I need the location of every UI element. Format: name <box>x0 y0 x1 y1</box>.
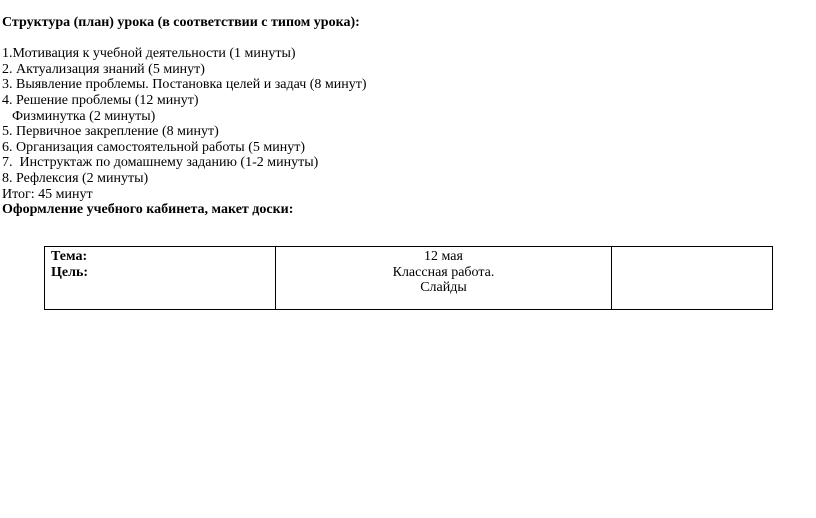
board-left-cell <box>45 247 276 310</box>
board-layout-table <box>44 246 773 310</box>
plan-step-4: 4. Решение проблемы (12 минут) <box>2 92 199 108</box>
board-row <box>45 247 773 310</box>
board-center-cell <box>276 247 612 310</box>
plan-step-5: 5. Первичное закрепление (8 минут) <box>2 124 219 140</box>
plan-step-3: 3. Выявление проблемы. Постановка целей и задач (8 минут) <box>2 77 367 93</box>
board-heading: Оформление учебного кабинета, макет доски: <box>2 202 294 218</box>
goal-label: Цель: <box>51 264 89 280</box>
board-date: 12 мая <box>424 249 463 264</box>
plan-heading: Структура (план) урока (в соответствии с типом урока): <box>2 15 360 30</box>
blank-line <box>2 31 782 47</box>
lesson-plan-text <box>2 15 782 218</box>
board-work-type: Классная работа. <box>392 264 495 280</box>
plan-step-8: 8. Рефлексия (2 минуты) <box>2 170 149 186</box>
plan-step-7: 7. Инструктаж по домашнему заданию (1-2 минуты) <box>2 155 319 171</box>
plan-step-physical-break: Физминутка (2 минуты) <box>12 108 156 124</box>
plan-total: Итог: 45 минут <box>2 186 93 202</box>
topic-label: Тема: <box>51 249 88 264</box>
plan-step-1: 1.Мотивация к учебной деятельности (1 минуты) <box>2 46 296 62</box>
plan-step-2: 2. Актуализация знаний (5 минут) <box>2 61 205 77</box>
board-slides: Слайды <box>420 280 467 296</box>
board-right-cell <box>612 247 773 310</box>
plan-step-6: 6. Организация самостоятельной работы (5 минут) <box>2 139 305 155</box>
